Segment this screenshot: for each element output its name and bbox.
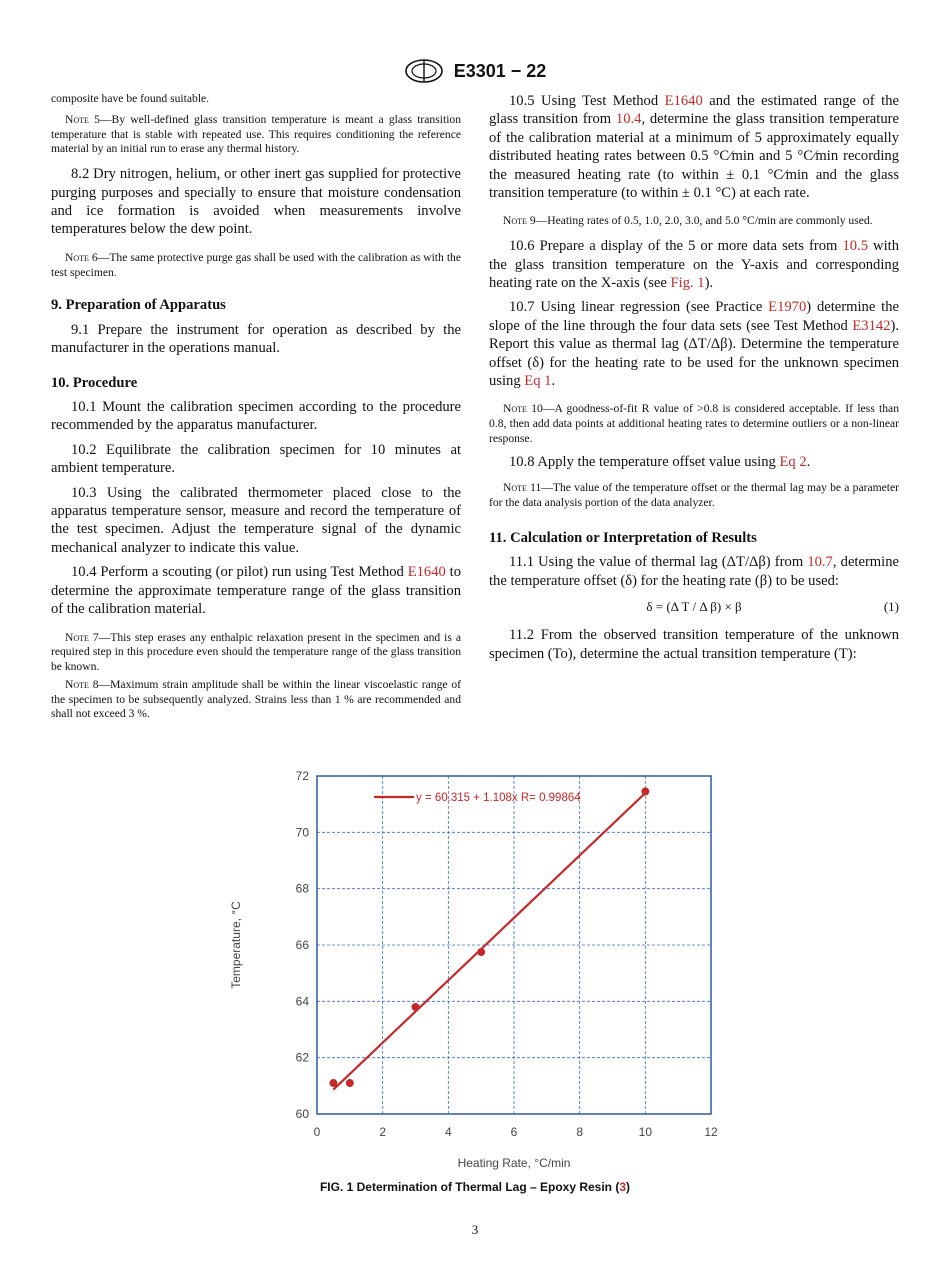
note-label: Note 10 — [503, 402, 543, 416]
data-point — [641, 787, 649, 795]
link-e1640[interactable]: E1640 — [407, 564, 446, 581]
tick-labels — [296, 769, 718, 1139]
figure-1-chart — [220, 762, 730, 1172]
text: ). — [704, 275, 714, 292]
paragraph-9-1: 9.1 Prepare the instrument for operation as described by the manufacturer in the operations manual. — [51, 321, 461, 357]
x-tick-label: 6 — [510, 1125, 518, 1139]
page-number: 3 — [471, 1222, 479, 1237]
note-text: —A goodness-of-fit R value of >0.8 is considered acceptable. If less than 0.8, then add data points at additional heating rates to determine outliers or a non-linear response. — [489, 402, 899, 446]
link-eq-1[interactable]: Eq 1 — [524, 373, 552, 390]
note-text: —This step erases any enthalpic relaxation present in the specimen and is a required step in this procedure even should the temperature range of the glass transition be known. — [51, 630, 461, 674]
paragraph-10-5 — [489, 92, 899, 202]
link-e1970[interactable]: E1970 — [768, 299, 807, 316]
left-column — [51, 92, 461, 722]
x-tick-label: 12 — [704, 1125, 718, 1139]
y-axis-label: Temperature, °C — [229, 901, 243, 989]
y-tick-label: 60 — [295, 1107, 309, 1121]
section-10-heading: 10. Procedure — [51, 374, 138, 391]
note-label: Note 7 — [65, 630, 99, 644]
continued-text: composite have be found suitable. — [51, 92, 210, 105]
text: , determine the temperature offset (δ) for the heating rate (β) to be used: — [489, 554, 899, 589]
text: 10.5 Using Test Method — [509, 93, 665, 109]
section-9-heading: 9. Preparation of Apparatus — [51, 297, 226, 314]
text: and the estimated range of the glass transition from — [489, 93, 899, 128]
equation-formula: δ = (Δ T / Δ β) × β — [646, 599, 742, 615]
data-point — [477, 948, 485, 956]
data-point — [412, 1003, 420, 1011]
note-label: Note 5 — [65, 112, 100, 126]
astm-logo-icon — [404, 58, 444, 84]
note-text: —Maximum strain amplitude shall be within the linear viscoelastic range of the specimen to be subsequently analyzed. Strains less than 1 % are recommended and shall not exceed 3 %. — [51, 677, 461, 721]
note-5 — [51, 113, 461, 157]
text: to determine the approximate temperature range of the glass transition of the calibration material. — [51, 564, 462, 618]
text: 11.1 Using the value of thermal lag (ΔT/Δβ) from — [509, 554, 808, 571]
text: 10.6 Prepare a display of the 5 or more data sets from — [509, 238, 843, 255]
legend-label: y = 60.315 + 1.108x R= 0.99864 — [416, 792, 581, 804]
y-tick-label: 66 — [295, 938, 309, 952]
page-header — [0, 58, 950, 84]
note-11 — [489, 481, 899, 511]
paragraph-8-2: 8.2 Dry nitrogen, helium, or other inert gas supplied for protective purging purposes and specially to ensure that moisture condensation and ice formation is avoided when measurements involve temperatures below the dew point. — [51, 166, 461, 238]
section-11-heading: 11. Calculation or Interpretation of Results — [489, 529, 757, 546]
data-point — [329, 1079, 337, 1087]
regression-line — [333, 793, 645, 1089]
y-tick-label: 64 — [295, 994, 309, 1009]
note-text: —Heating rates of 0.5, 1.0, 2.0, 3.0, and 5.0 °C/min are commonly used. — [535, 214, 873, 228]
link-e1640[interactable]: E1640 — [664, 93, 703, 109]
paragraph-10-2: 10.2 Equilibrate the calibration specimen for 10 minutes at ambient temperature. — [51, 441, 461, 477]
link-fig-1[interactable]: Fig. 1 — [670, 275, 705, 292]
note-8 — [51, 678, 461, 722]
x-tick-label: 2 — [379, 1125, 387, 1139]
chart-svg — [220, 762, 730, 1172]
note-10 — [489, 402, 899, 446]
x-tick-label: 10 — [638, 1125, 653, 1139]
text: . — [551, 373, 556, 390]
paragraph-10-7 — [489, 298, 899, 390]
y-tick-label: 62 — [295, 1050, 309, 1065]
grid-layer — [317, 776, 711, 1114]
paragraph-10-3: 10.3 Using the calibrated thermometer placed close to the apparatus temperature sensor, measure and record the temperature of the test specimen. Adjust the temperature signal of the dynamic mechanical analyzer to indicate this value. — [51, 484, 461, 556]
text: . — [806, 453, 811, 470]
note-label: Note 6 — [65, 250, 98, 264]
link-ref-3[interactable]: 3 — [619, 1180, 627, 1194]
link-10-4[interactable]: 10.4 — [615, 111, 642, 128]
note-label: Note 11 — [503, 481, 542, 495]
note-text: —The value of the temperature offset or the thermal lag may be a parameter for the data analysis portion of the data analyzer. — [489, 481, 899, 510]
note-text: —The same protective purge gas shall be used with the calibration as with the test specimen. — [51, 250, 461, 279]
y-tick-label: 72 — [295, 769, 309, 783]
link-eq-2[interactable]: Eq 2 — [779, 453, 807, 470]
data-point — [346, 1079, 354, 1087]
note-7 — [51, 631, 461, 675]
y-tick-label: 70 — [295, 825, 309, 840]
note-text: —By well-defined glass transition temperature is meant a glass transition temperature that is stable with repeated use. This requires conditioning the reference material by an initial run to erase any thermal history. — [51, 112, 462, 156]
link-e3142[interactable]: E3142 — [852, 317, 891, 334]
text: ). Report this value as thermal lag (ΔT/Δβ). Determine the temperature offset (δ) for the heating rate to be used for the unknown specimen using — [489, 317, 899, 390]
text: with the glass transition temperature on the Y-axis and corresponding heating rate on the X-axis (see — [489, 238, 900, 292]
x-tick-label: 8 — [576, 1125, 584, 1139]
text: , determine the glass transition temperature of the calibration material at a minimum of 5 approximately equally distributed heating rates between 0.5 °C⁄min and 5 °C⁄min recording the measured heating rate (to within ± 0.1 °C⁄min and the glass transition temperature (to within ± 0.1 °C) at each rate. — [489, 111, 899, 202]
text: 10.4 Perform a scouting (or pilot) run using Test Method — [71, 564, 408, 581]
note-label: Note 9 — [503, 214, 536, 228]
equation-number: (1) — [883, 599, 899, 615]
text: 10.7 Using linear regression (see Practice — [509, 299, 769, 316]
figure-caption — [0, 1180, 950, 1194]
caption-text: FIG. 1 Determination of Thermal Lag – Epoxy Resin ( — [319, 1180, 620, 1194]
x-tick-label: 0 — [313, 1125, 321, 1139]
link-10-5[interactable]: 10.5 — [842, 238, 868, 255]
equation-1 — [489, 594, 899, 620]
note-9 — [489, 214, 899, 229]
text: ) determine the slope of the line through the four data sets (see Test Method — [489, 299, 899, 334]
link-10-7[interactable]: 10.7 — [807, 554, 833, 571]
y-tick-label: 68 — [295, 881, 309, 896]
paragraph-10-6 — [489, 237, 899, 292]
paragraph-11-1 — [489, 553, 899, 590]
note-label: Note 8 — [65, 677, 99, 691]
paragraph-11-2: 11.2 From the observed transition temperature of the unknown specimen (To), determine the actual transition temperature (T): — [489, 627, 899, 662]
paragraph-10-4 — [51, 563, 461, 618]
caption-text: ) — [626, 1180, 631, 1194]
paragraph-10-8 — [489, 453, 899, 471]
x-tick-label: 4 — [444, 1125, 452, 1139]
document-code: E3301 − 22 — [453, 60, 547, 81]
right-column — [489, 92, 899, 663]
paragraph-10-1: 10.1 Mount the calibration specimen according to the procedure recommended by the apparatus manufacturer. — [51, 399, 461, 434]
text: 10.8 Apply the temperature offset value using — [509, 453, 780, 470]
note-6 — [51, 251, 461, 281]
x-axis-label: Heating Rate, °C/min — [457, 1156, 571, 1170]
